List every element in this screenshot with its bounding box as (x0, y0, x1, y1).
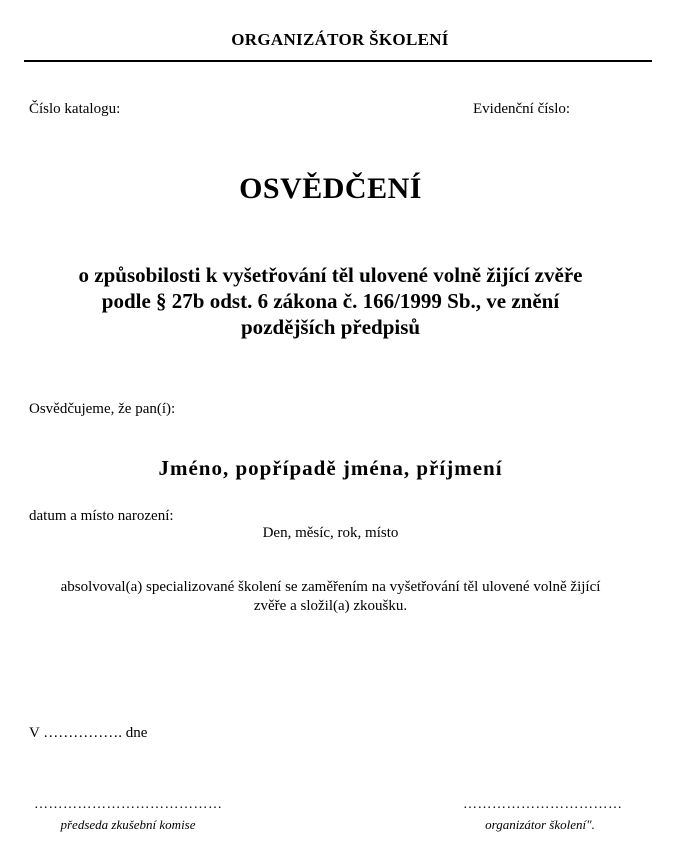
catalog-number-label: Číslo katalogu: (29, 101, 121, 117)
name-placeholder: Jméno, popřípadě jména, příjmení (158, 456, 503, 480)
organizer-heading: ORGANIZÁTOR ŠKOLENÍ (231, 30, 449, 49)
certificate-subtitle (0, 262, 661, 340)
subtitle-line-1: o způsobilosti k vyšetřování těl ulovené volně žijící zvěře (78, 263, 583, 287)
certify-text: Osvědčujeme, že pan(í): (29, 401, 176, 417)
completed-statement (0, 578, 661, 616)
evidence-number-label: Evidenční číslo: (473, 101, 571, 117)
signature-label-chairman: předseda zkušební komise (60, 817, 196, 832)
completed-line-2: zvěře a složil(a) zkoušku. (253, 598, 408, 614)
signature-line-organizer: …………………………… (463, 797, 623, 812)
birth-label: datum a místo narození: (29, 508, 174, 524)
signature-label-organizer: organizátor školení". (485, 817, 595, 832)
subtitle-line-3: pozdějších předpisů (240, 315, 421, 339)
subtitle-line-2: podle § 27b odst. 6 zákona č. 166/1999 Sb., ve znění (101, 289, 560, 313)
place-date-line: V ……………. dne (29, 725, 148, 741)
birth-placeholder: Den, měsíc, rok, místo (262, 525, 399, 541)
certificate-title: OSVĚDČENÍ (239, 172, 422, 205)
header-divider (24, 60, 652, 62)
signature-line-chairman: ………………………………… (34, 797, 223, 812)
completed-line-1: absolvoval(a) specializované školení se zaměřením na vyšetřování těl ulovené volně žijící (60, 579, 601, 595)
